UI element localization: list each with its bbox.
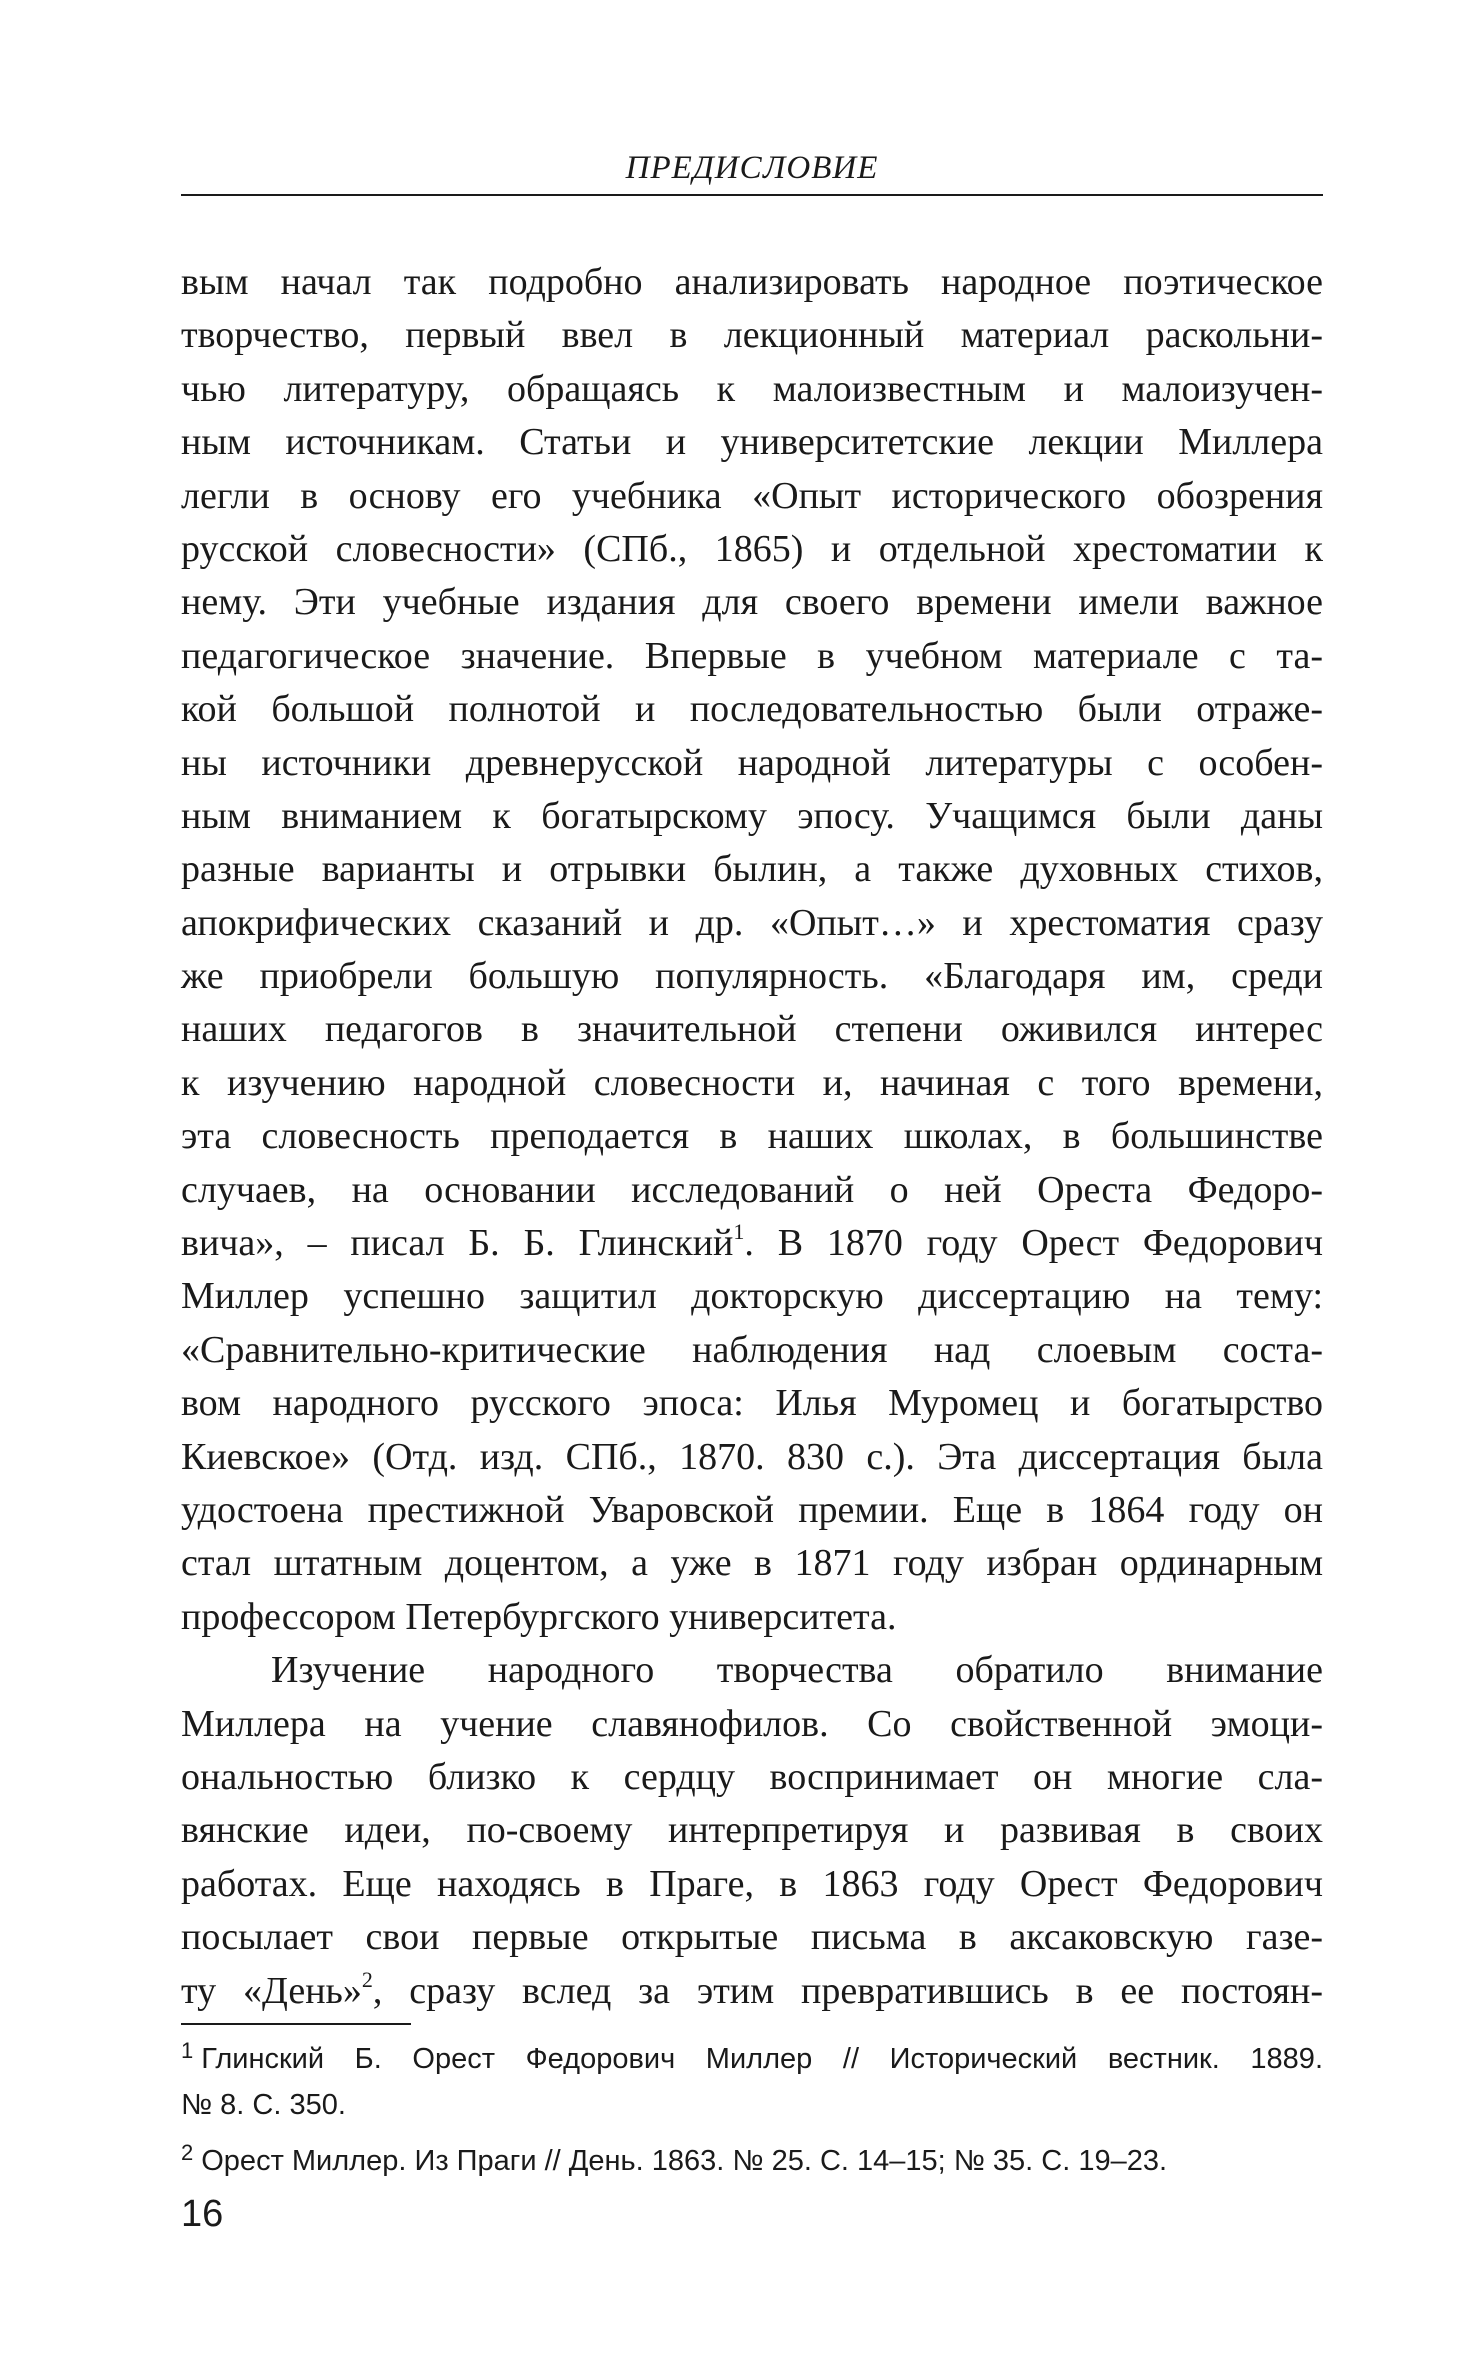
text-line: работах. Еще находясь в Праге, в 1863 году Орест Федорович — [181, 1862, 1323, 1905]
text-line: Киевское» (Отд. изд. СПб., 1870. 830 с.). Эта диссертация была — [181, 1435, 1323, 1478]
footnotes — [181, 2036, 1323, 2194]
text-line: легли в основу его учебника «Опыт исторического обозрения — [181, 474, 1323, 517]
text-line: вом народного русского эпоса: Илья Муромец и богатырство — [181, 1382, 1323, 1425]
text-line-with-footnote-ref — [181, 1217, 1323, 1270]
text-line: стал штатным доцентом, а уже в 1871 году избран ординарным — [181, 1542, 1323, 1585]
text-line: творчество, первый ввел в лекционный материал раскольни- — [181, 314, 1323, 357]
text-line: наших педагогов в значительной степени оживился интерес — [181, 1008, 1323, 1051]
text-line: апокрифических сказаний и др. «Опыт…» и хрестоматия сразу — [181, 901, 1323, 944]
text-segment: . В 1870 году Орест Федорович — [744, 1222, 1323, 1265]
footnote-ref-2: 2 — [361, 1966, 373, 1992]
text-segment: , сразу вслед за этим превратившись в ее постоян- — [372, 1969, 1323, 2012]
text-line: русской словесности» (СПб., 1865) и отдельной хрестоматии к — [181, 527, 1323, 570]
text-line: случаев, на основании исследований о ней Ореста Федоро- — [181, 1168, 1323, 1211]
footnote-number: 1 — [181, 2038, 194, 2063]
text-line: вым начал так подробно анализировать народное поэтическое — [181, 261, 1323, 303]
text-line: Миллер успешно защитил докторскую диссертацию на тему: — [181, 1275, 1323, 1318]
text-line: Миллера на учение славянофилов. Со свойственной эмоци- — [181, 1702, 1323, 1745]
text-line: Изучение народного творчества обратило внимание — [271, 1649, 1323, 1692]
header-rule — [181, 194, 1323, 196]
footnote-2 — [181, 2138, 1323, 2184]
text-line: разные варианты и отрывки былин, а также духовных стихов, — [181, 848, 1323, 891]
text-line: удостоена престижной Уваровской премии. Еще в 1864 году он — [181, 1488, 1323, 1531]
text-line: ональностью близко к сердцу воспринимает он многие сла- — [181, 1755, 1323, 1798]
footnote-ref-1: 1 — [733, 1219, 745, 1245]
footnote-text: Орест Миллер. Из Праги // День. 1863. № 25. С. 14–15; № 35. С. 19–23. — [201, 2145, 1168, 2177]
footnote-line — [181, 2036, 1323, 2082]
text-segment: ту «День» — [181, 1969, 362, 2012]
text-line: к изучению народной словесности и, начиная с того времени, — [181, 1061, 1323, 1104]
text-line: чью литературу, обращаясь к малоизвестным и малоизучен- — [181, 367, 1323, 410]
text-line: вянские идеи, по-своему интерпретируя и развивая в своих — [181, 1809, 1323, 1852]
page-number: 16 — [181, 2193, 224, 2235]
text-line: же приобрели большую популярность. «Благодаря им, среди — [181, 955, 1323, 998]
running-head: ПРЕДИСЛОВИЕ — [625, 150, 879, 186]
footnote-number: 2 — [181, 2140, 194, 2165]
text-line: ным источникам. Статьи и университетские лекции Миллера — [181, 421, 1323, 464]
footnote-text: Глинский Б. Орест Федорович Миллер // Исторический вестник. 1889. — [201, 2043, 1323, 2075]
text-line: посылает свои первые открытые письма в аксаковскую газе- — [181, 1916, 1323, 1959]
text-line: эта словесность преподается в наших школах, в большинстве — [181, 1115, 1323, 1158]
text-line-with-footnote-ref — [181, 1965, 1323, 2018]
footnote-1 — [181, 2036, 1323, 2128]
footnote-line — [181, 2138, 1323, 2184]
text-line: ны источники древнерусской народной литературы с особен- — [181, 741, 1323, 784]
text-line: педагогическое значение. Впервые в учебном материале с та- — [181, 634, 1323, 677]
main-text — [181, 256, 1323, 2018]
text-line: кой большой полнотой и последовательностью были отраже- — [181, 688, 1323, 731]
text-line: профессором Петербургского университета. — [181, 1595, 897, 1638]
footnote-line: № 8. С. 350. — [181, 2089, 346, 2121]
text-segment: вича», – писал Б. Б. Глинский — [181, 1222, 734, 1265]
text-line: нему. Эти учебные издания для своего времени имели важное — [181, 581, 1323, 624]
footnote-rule — [181, 2023, 411, 2025]
text-line: «Сравнительно-критические наблюдения над слоевым соста- — [181, 1328, 1323, 1371]
text-line: ным вниманием к богатырскому эпосу. Учащимся были даны — [181, 794, 1323, 837]
